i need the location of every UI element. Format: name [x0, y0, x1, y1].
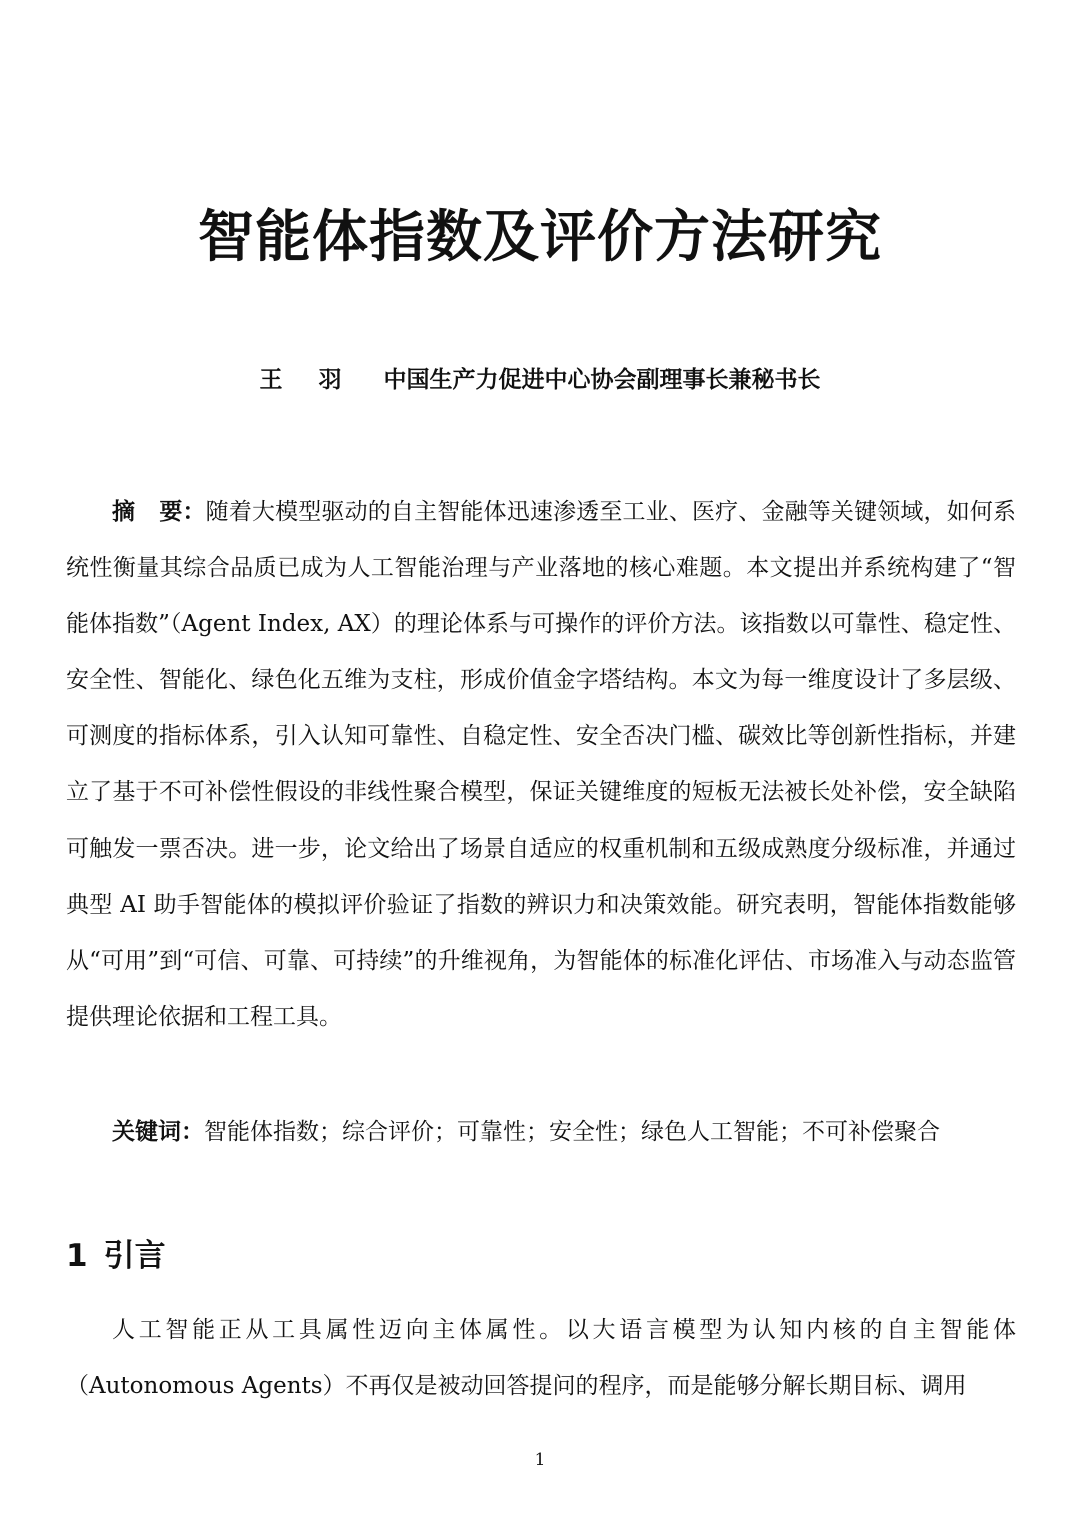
author-line: [0, 360, 1080, 400]
paper-title: 智能体指数及评价方法研究: [198, 205, 882, 270]
abstract-label: [112, 499, 206, 525]
intro-paragraph: 人工智能正从工具属性迈向主体属性。以大语言模型为认知内核的自主智能体（Autonomous Agents）不再仅是被动回答提问的程序，而是能够分解长期目标、调用: [66, 1317, 1016, 1399]
section-number: 1: [66, 1238, 88, 1274]
author-affiliation: 中国生产力促进中心协会副理事长兼秘书长: [383, 367, 821, 393]
abstract-label-second: 要：: [159, 499, 206, 525]
author-name: 王 羽: [259, 367, 356, 393]
section-heading: [66, 1228, 166, 1284]
keywords-text: 智能体指数；综合评价；可靠性；安全性；绿色人工智能；不可补偿聚合: [204, 1119, 940, 1145]
page-number: 1: [534, 1450, 546, 1470]
section-title: 引言: [103, 1238, 166, 1274]
abstract-text: 随着大模型驱动的自主智能体迅速渗透至工业、医疗、金融等关键领域，如何系统性衡量其综合品质已成为人工智能治理与产业落地的核心难题。本文提出并系统构建了“智能体指数”（Agent Index, AX）的理论体系与可操作的评价方法。该指数以可靠性、稳定性、安全性、智能化、绿色化五维为支柱，形成价值金字塔结构。本文为每一维度设计了多层级、可测度的指标体系，引入认知可靠性、自稳定性、安全否决门槛、碳效比等创新性指标，并建立了基于不可补偿性假设的非线性聚合模型，保证关键维度的短板无法被长处补偿，安全缺陷可触发一票否决。进一步，论文给出了场景自适应的权重机制和五级成熟度分级标准，并通过典型 AI 助手智能体的模拟评价验证了指数的辨识力和决策效能。研究表明，智能体指数能够从“可用”到“可信、可靠、可持续”的升维视角，为智能体的标准化评估、市场准入与动态监管提供理论依据和工程工具。: [66, 499, 1017, 1030]
abstract-label-first: 摘: [112, 499, 136, 525]
keywords-paragraph: [66, 1104, 1016, 1160]
abstract-paragraph: [66, 484, 1016, 1045]
keywords-label: 关键词：: [112, 1119, 204, 1145]
